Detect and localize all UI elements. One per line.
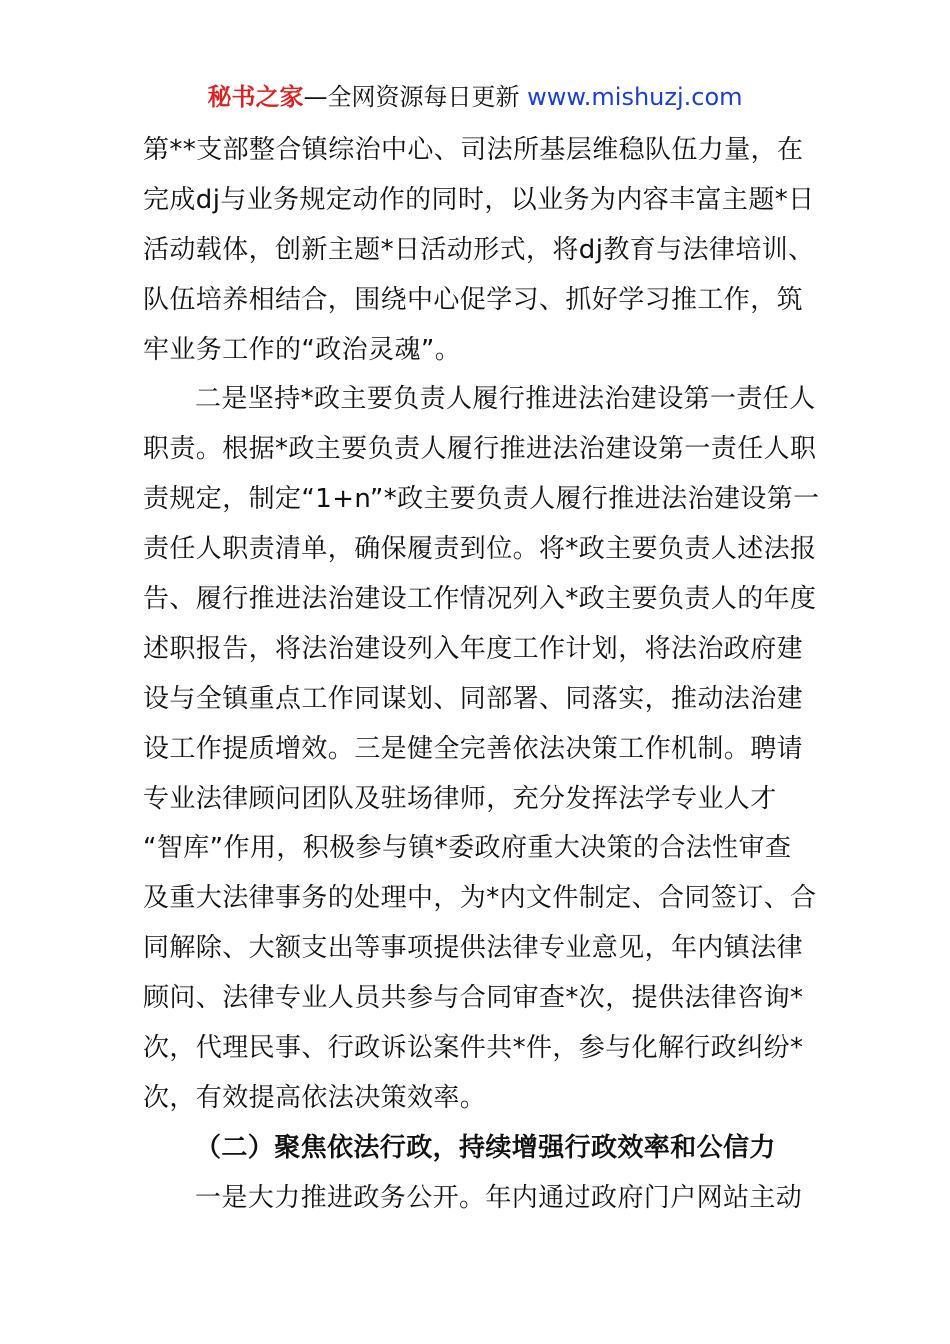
paragraph-line: 二是坚持*政主要负责人履行推进法治建设第一责任人 bbox=[195, 384, 816, 415]
paragraph-line: 专业法律顾问团队及驻场律师，充分发挥法学专业人才 bbox=[143, 783, 777, 814]
paragraph-line: 责规定，制定“1+n”*政主要负责人履行推进法治建设第一 bbox=[143, 484, 820, 515]
site-brand: 秘书之家 bbox=[207, 83, 304, 111]
paragraph-line: 述职报告，将法治建设列入年度工作计划，将法治政府建 bbox=[143, 633, 804, 664]
paragraph-line: 次，代理民事、行政诉讼案件共*件，参与化解行政纠纷* bbox=[143, 1033, 804, 1064]
paragraph-line: 同解除、大额支出等事项提供法律专业意见，年内镇法律 bbox=[143, 933, 804, 964]
paragraph-line: 责任人职责清单，确保履责到位。将*政主要负责人述法报 bbox=[143, 534, 817, 565]
paragraph-line: 活动载体，创新主题*日活动形式，将dj教育与法律培训、 bbox=[143, 234, 815, 265]
paragraph-line: 牢业务工作的“政治灵魂”。 bbox=[143, 334, 462, 365]
header-tagline: 全网资源每日更新 bbox=[327, 83, 520, 111]
paragraph-line: 设与全镇重点工作同谋划、同部署、同落实，推动法治建 bbox=[143, 683, 804, 714]
site-header bbox=[0, 80, 950, 114]
paragraph-line: 次，有效提高依法决策效率。 bbox=[143, 1082, 487, 1113]
paragraph-line: 队伍培养相结合，围绕中心促学习、抓好学习推工作，筑 bbox=[143, 284, 804, 315]
paragraph-line: 一是大力推进政务公开。年内通过政府门户网站主动 bbox=[195, 1182, 803, 1213]
paragraph-line: 职责。根据*政主要负责人履行推进法治建设第一责任人职 bbox=[143, 434, 817, 465]
paragraph-line: 第**支部整合镇综治中心、司法所基层维稳队伍力量，在 bbox=[143, 135, 804, 165]
paragraph-line: 顾问、法律专业人员共参与合同审查*次，提供法律咨询* bbox=[143, 983, 804, 1014]
paragraph-line: 完成dj与业务规定动作的同时，以业务为内容丰富主题*日 bbox=[143, 184, 815, 215]
paragraph-line: 设工作提质增效。三是健全完善依法决策工作机制。聘请 bbox=[143, 733, 804, 764]
paragraph-line: 及重大法律事务的处理中，为*内文件制定、合同签订、合 bbox=[143, 883, 817, 914]
site-url-link[interactable]: www.mishuzj.com bbox=[527, 83, 743, 111]
section-heading: （二）聚焦依法行政，持续增强行政效率和公信力 bbox=[195, 1132, 776, 1163]
paragraph-line: “智库”作用，积极参与镇*委政府重大决策的合法性审查 bbox=[143, 833, 792, 864]
header-dash: — bbox=[303, 83, 328, 111]
document-body bbox=[143, 126, 818, 1224]
paragraph-line: 告、履行推进法治建设工作情况列入*政主要负责人的年度 bbox=[143, 584, 817, 615]
